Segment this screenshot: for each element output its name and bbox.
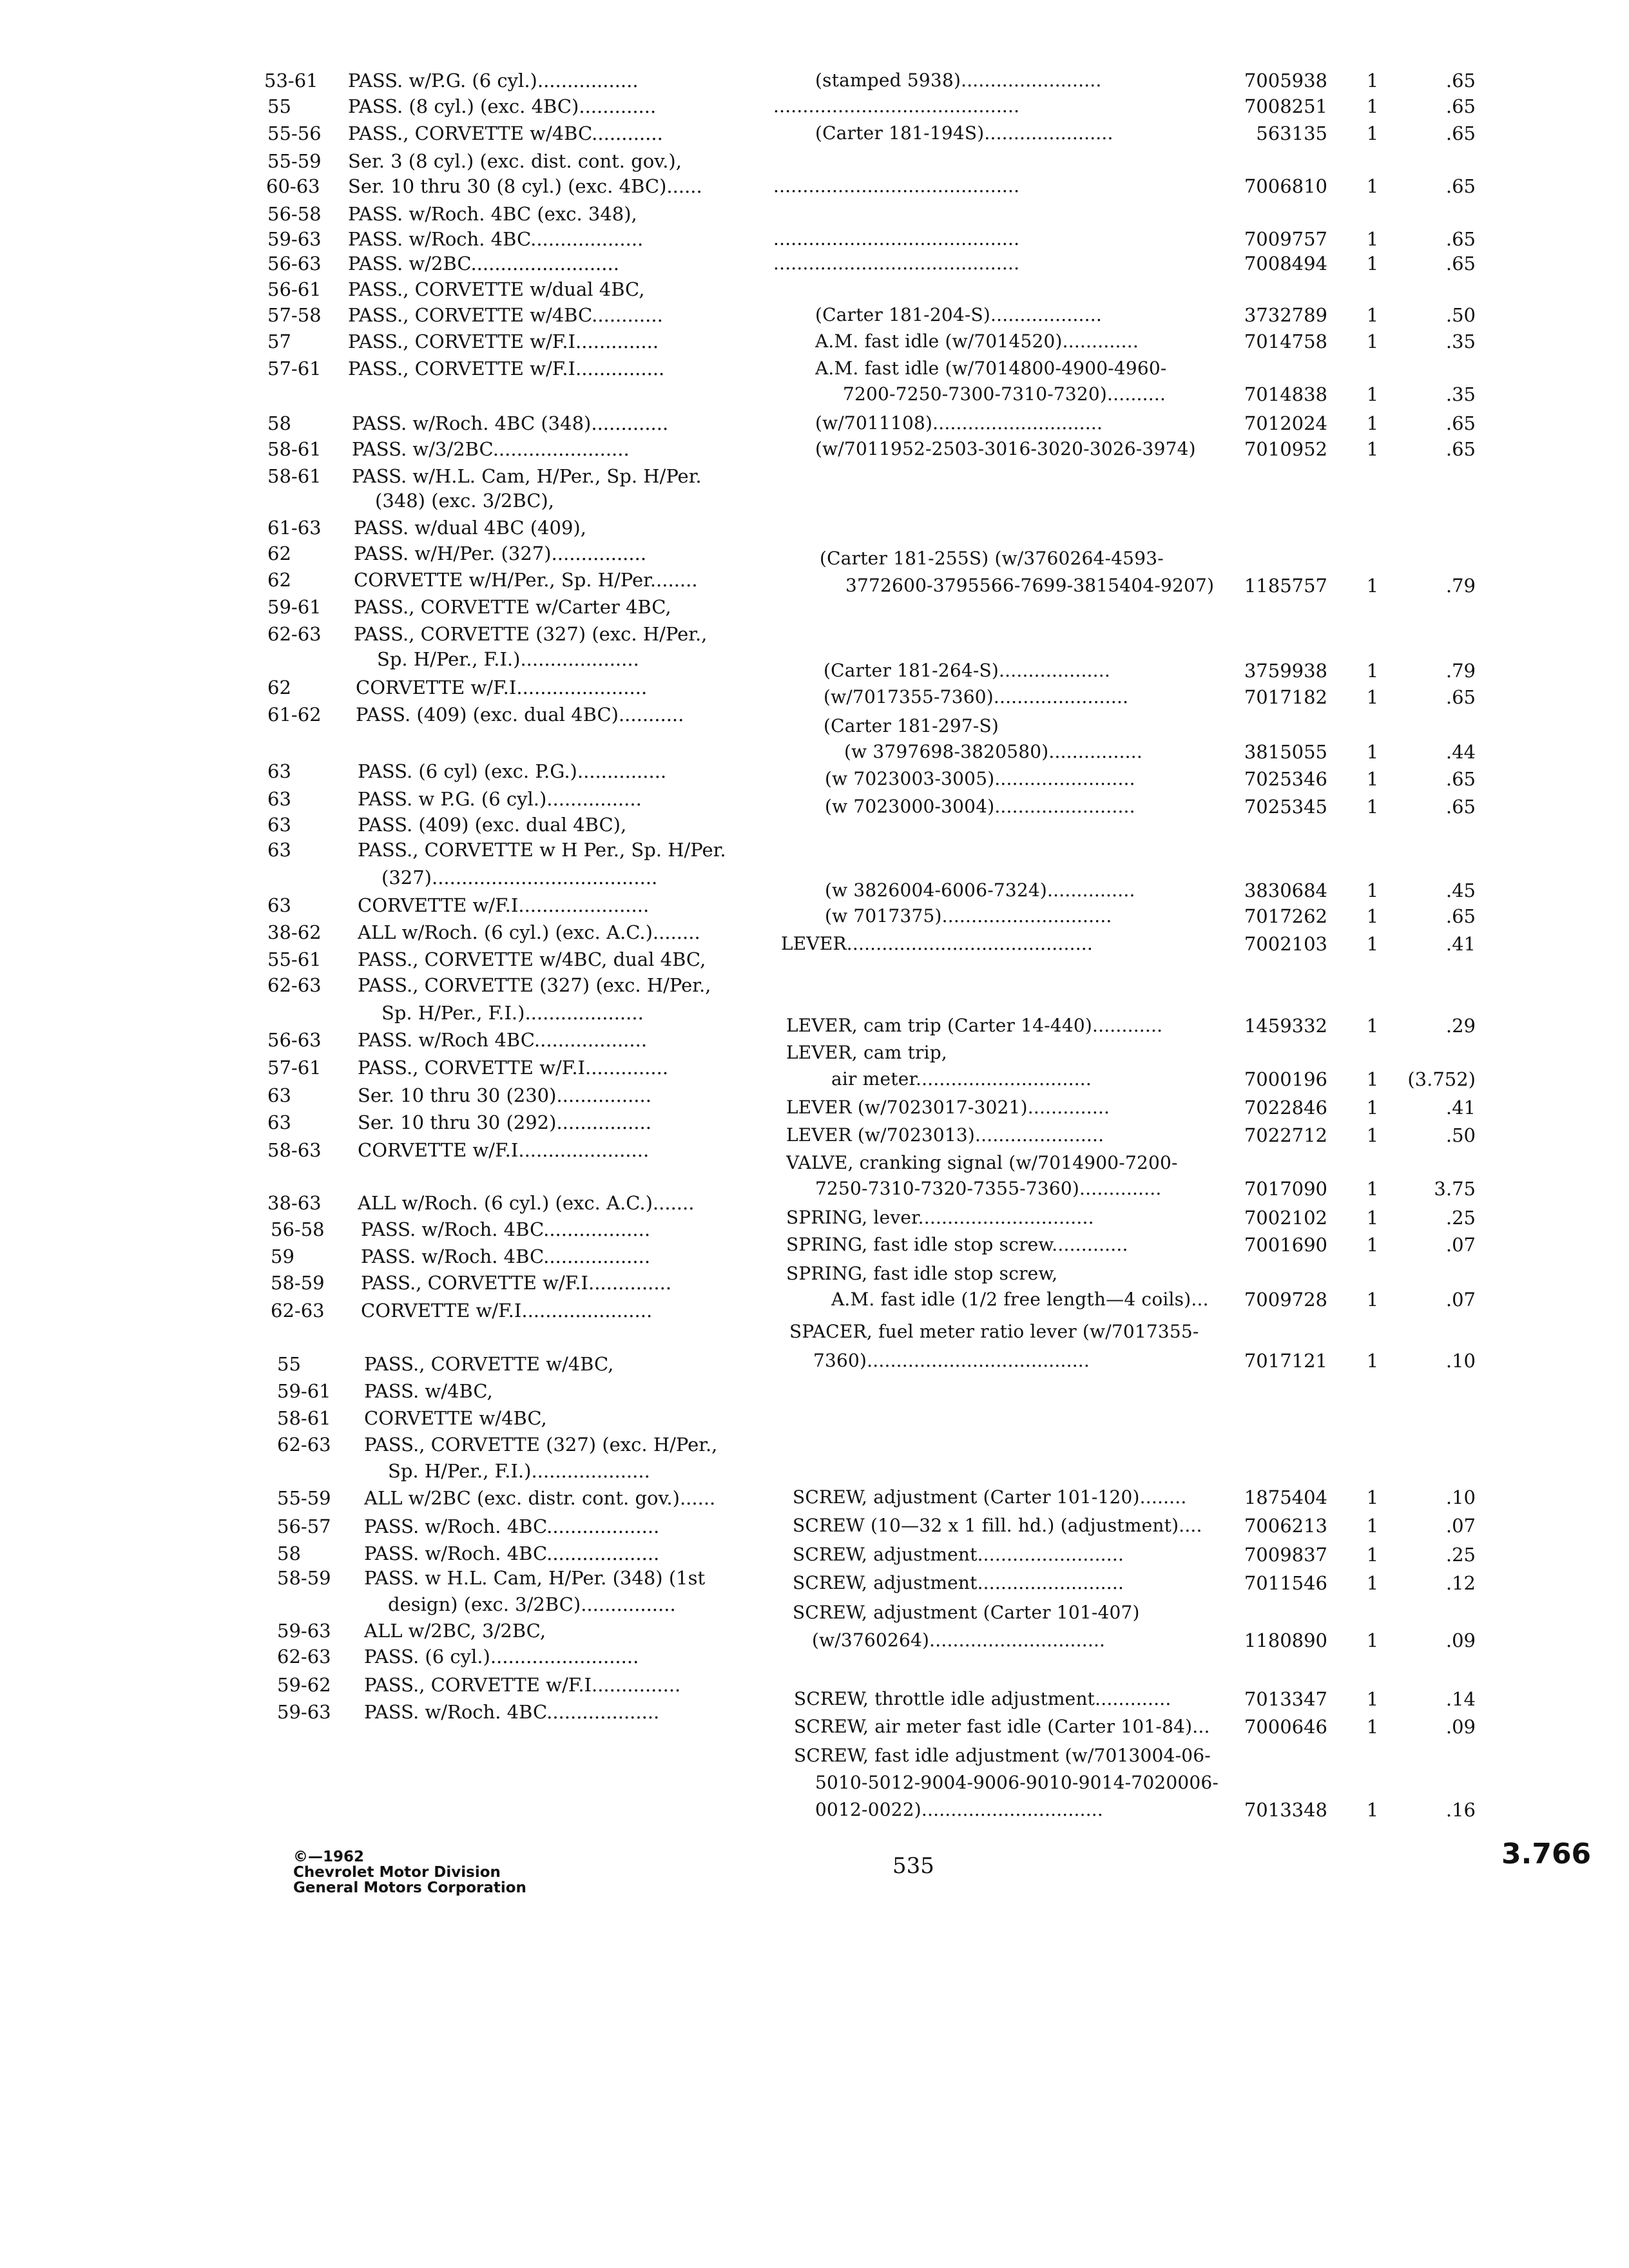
part-number: 7009837 bbox=[1244, 1544, 1327, 1566]
part-number: 7008494 bbox=[1244, 253, 1327, 274]
price: .35 bbox=[1445, 383, 1476, 405]
part-description: 5010-5012-9004-9006-9010-9014-7020006- bbox=[815, 1772, 1219, 1793]
application-text: CORVETTE w/H/Per., Sp. H/Per........ bbox=[354, 569, 698, 591]
application-text: Ser. 10 thru 30 (230)................ bbox=[358, 1084, 651, 1106]
model-year: 62-63 bbox=[277, 1434, 331, 1456]
model-year: 62 bbox=[267, 569, 291, 591]
model-year: 55-61 bbox=[267, 948, 322, 970]
price: .35 bbox=[1445, 331, 1476, 352]
part-description: SPACER, fuel meter ratio lever (w/7017355- bbox=[789, 1321, 1199, 1342]
quantity: 1 bbox=[1366, 879, 1379, 901]
application-text: PASS. w/P.G. (6 cyl.)................. bbox=[348, 70, 639, 91]
quantity: 1 bbox=[1366, 660, 1379, 682]
application-text: PASS. w/Roch. 4BC................... bbox=[364, 1542, 660, 1564]
model-year: 59-63 bbox=[277, 1701, 331, 1723]
quantity: 1 bbox=[1366, 304, 1379, 326]
part-number: 1875404 bbox=[1244, 1486, 1327, 1508]
price: .44 bbox=[1445, 741, 1476, 763]
part-description: LEVER, cam trip (Carter 14-440)............ bbox=[786, 1015, 1163, 1036]
quantity: 1 bbox=[1366, 1486, 1379, 1508]
application-text: PASS. w/Roch. 4BC (exc. 348), bbox=[348, 203, 637, 225]
application-text: PASS., CORVETTE w/F.I.............. bbox=[348, 331, 659, 352]
quantity: 1 bbox=[1366, 1515, 1379, 1537]
price: .50 bbox=[1445, 304, 1476, 326]
part-description: SPRING, fast idle stop screw............. bbox=[786, 1234, 1128, 1255]
quantity: 1 bbox=[1366, 1799, 1379, 1821]
part-description: 0012-0022)............................... bbox=[815, 1799, 1104, 1820]
application-text: Sp. H/Per., F.I.).................... bbox=[388, 1460, 650, 1482]
model-year: 55 bbox=[277, 1353, 301, 1375]
part-number: 7002103 bbox=[1244, 933, 1327, 955]
application-text: PASS. w/Roch. 4BC.................. bbox=[361, 1245, 651, 1267]
price: .79 bbox=[1445, 660, 1476, 682]
part-description: LEVER (w/7023017-3021).............. bbox=[786, 1097, 1110, 1118]
application-text: Ser. 10 thru 30 (8 cyl.) (exc. 4BC)...... bbox=[348, 175, 702, 197]
price: .41 bbox=[1445, 1097, 1476, 1119]
part-description: (w/7011952-2503-3016-3020-3026-3974) bbox=[815, 438, 1196, 459]
model-year: 63 bbox=[267, 894, 291, 916]
price: .65 bbox=[1445, 905, 1476, 927]
application-text: PASS., CORVETTE w/4BC............ bbox=[348, 122, 663, 144]
part-number: 7012024 bbox=[1244, 412, 1327, 434]
part-description: LEVER.......................................... bbox=[781, 933, 1093, 954]
application-text: (348) (exc. 3/2BC), bbox=[375, 490, 554, 512]
price: .10 bbox=[1445, 1350, 1476, 1372]
model-year: 58 bbox=[267, 412, 291, 434]
application-text: PASS. w/4BC, bbox=[364, 1380, 493, 1402]
part-number: 7025346 bbox=[1244, 768, 1327, 790]
part-description: (w/7017355-7360)....................... bbox=[824, 686, 1129, 707]
copyright-year: ©—1962 bbox=[293, 1849, 365, 1865]
model-year: 38-63 bbox=[267, 1192, 322, 1214]
price: .79 bbox=[1445, 575, 1476, 597]
price: .09 bbox=[1445, 1716, 1476, 1738]
application-text: PASS. w/Roch 4BC................... bbox=[358, 1029, 648, 1051]
part-description: (w 3797698-3820580)................ bbox=[844, 741, 1142, 762]
model-year: 58-61 bbox=[267, 465, 322, 487]
quantity: 1 bbox=[1366, 331, 1379, 352]
part-number: 7001690 bbox=[1244, 1234, 1327, 1256]
application-text: PASS., CORVETTE w/4BC............ bbox=[348, 304, 663, 326]
quantity: 1 bbox=[1366, 1688, 1379, 1710]
part-number: 3815055 bbox=[1244, 741, 1327, 763]
part-description: (Carter 181-264-S)................... bbox=[824, 660, 1110, 681]
application-text: CORVETTE w/F.I...................... bbox=[358, 894, 650, 916]
application-text: PASS. w/dual 4BC (409), bbox=[354, 517, 586, 539]
model-year: 63 bbox=[267, 1084, 291, 1106]
model-year: 61-62 bbox=[267, 704, 322, 726]
application-text: ALL w/2BC (exc. distr. cont. gov.)...... bbox=[364, 1487, 716, 1509]
application-text: PASS., CORVETTE w/dual 4BC, bbox=[348, 278, 645, 300]
application-text: PASS., CORVETTE w/Carter 4BC, bbox=[354, 596, 671, 618]
price: .12 bbox=[1445, 1572, 1476, 1594]
section-number: 3.766 bbox=[1501, 1838, 1592, 1870]
price: .45 bbox=[1445, 879, 1476, 901]
part-description: SCREW, adjustment......................... bbox=[793, 1572, 1124, 1593]
part-number: 563135 bbox=[1256, 122, 1327, 144]
quantity: 1 bbox=[1366, 575, 1379, 597]
part-description: SCREW (10—32 x 1 fill. hd.) (adjustment).... bbox=[793, 1515, 1202, 1536]
part-description: SCREW, adjustment......................... bbox=[793, 1544, 1124, 1565]
part-description: SPRING, lever.............................. bbox=[786, 1207, 1094, 1228]
application-text: PASS., CORVETTE w/F.I............... bbox=[364, 1674, 681, 1696]
quantity: 1 bbox=[1366, 70, 1379, 91]
price: .25 bbox=[1445, 1544, 1476, 1566]
price: .65 bbox=[1445, 768, 1476, 790]
price: .07 bbox=[1445, 1515, 1476, 1537]
application-text: ALL w/2BC, 3/2BC, bbox=[364, 1620, 546, 1642]
part-number: 7022846 bbox=[1244, 1097, 1327, 1119]
application-text: Ser. 10 thru 30 (292)................ bbox=[358, 1111, 651, 1133]
application-text: PASS., CORVETTE (327) (exc. H/Per., bbox=[358, 974, 711, 996]
part-description: SCREW, adjustment (Carter 101-407) bbox=[793, 1602, 1140, 1623]
part-description: 7200-7250-7300-7310-7320).......... bbox=[843, 383, 1166, 405]
model-year: 38-62 bbox=[267, 921, 322, 943]
price: .65 bbox=[1445, 253, 1476, 274]
model-year: 56-58 bbox=[267, 203, 322, 225]
part-description: LEVER, cam trip, bbox=[786, 1042, 948, 1063]
part-description: (Carter 181-194S)...................... bbox=[815, 122, 1113, 144]
part-description: 7250-7310-7320-7355-7360).............. bbox=[815, 1178, 1162, 1199]
part-description: SCREW, air meter fast idle (Carter 101-84)... bbox=[794, 1716, 1210, 1737]
application-text: PASS. w/H.L. Cam, H/Per., Sp. H/Per. bbox=[352, 465, 702, 487]
application-text: PASS. w/H/Per. (327)................ bbox=[354, 543, 647, 564]
model-year: 57-61 bbox=[267, 358, 322, 380]
part-description: 7360)...................................... bbox=[813, 1350, 1090, 1371]
part-number: 7000196 bbox=[1244, 1068, 1327, 1090]
model-year: 56-63 bbox=[267, 253, 322, 274]
quantity: 1 bbox=[1366, 412, 1379, 434]
model-year: 57-61 bbox=[267, 1057, 322, 1079]
part-description: .......................................... bbox=[773, 175, 1020, 197]
application-text: CORVETTE w/4BC, bbox=[364, 1407, 547, 1429]
model-year: 62-63 bbox=[277, 1646, 331, 1667]
part-description: (Carter 181-204-S)................... bbox=[815, 304, 1102, 325]
model-year: 56-57 bbox=[277, 1515, 331, 1537]
price: .50 bbox=[1445, 1124, 1476, 1146]
application-text: PASS. (6 cyl) (exc. P.G.)............... bbox=[358, 760, 667, 782]
part-description: .......................................... bbox=[773, 253, 1020, 274]
price: .65 bbox=[1445, 438, 1476, 460]
model-year: 62 bbox=[267, 543, 291, 564]
model-year: 55-59 bbox=[267, 150, 322, 172]
part-description: SCREW, fast idle adjustment (w/7013004-06- bbox=[794, 1745, 1211, 1766]
price: .65 bbox=[1445, 70, 1476, 91]
model-year: 55 bbox=[267, 95, 291, 117]
part-description: .......................................... bbox=[773, 228, 1020, 249]
model-year: 55-56 bbox=[267, 122, 322, 144]
price: .16 bbox=[1445, 1799, 1476, 1821]
application-text: PASS. w H.L. Cam, H/Per. (348) (1st bbox=[364, 1567, 706, 1589]
price: .65 bbox=[1445, 228, 1476, 250]
part-number: 7013347 bbox=[1244, 1688, 1327, 1710]
model-year: 63 bbox=[267, 788, 291, 810]
part-number: 7005938 bbox=[1244, 70, 1327, 91]
model-year: 62 bbox=[267, 677, 291, 698]
application-text: PASS., CORVETTE w H Per., Sp. H/Per. bbox=[358, 839, 726, 861]
model-year: 63 bbox=[267, 1111, 291, 1133]
application-text: PASS. w P.G. (6 cyl.)................ bbox=[358, 788, 642, 810]
model-year: 58-59 bbox=[277, 1567, 331, 1589]
model-year: 58-59 bbox=[271, 1272, 325, 1294]
quantity: 1 bbox=[1366, 768, 1379, 790]
model-year: 56-63 bbox=[267, 1029, 322, 1051]
application-text: PASS., CORVETTE w/F.I............... bbox=[348, 358, 665, 380]
price: .65 bbox=[1445, 122, 1476, 144]
part-number: 3759938 bbox=[1244, 660, 1327, 682]
part-description: (w/7011108)............................. bbox=[815, 412, 1103, 434]
model-year: 59-61 bbox=[277, 1380, 331, 1402]
quantity: 1 bbox=[1366, 1207, 1379, 1229]
application-text: Ser. 3 (8 cyl.) (exc. dist. cont. gov.), bbox=[348, 150, 682, 172]
page-number: 535 bbox=[892, 1853, 934, 1879]
application-text: PASS. w/Roch. 4BC................... bbox=[348, 228, 644, 250]
application-text: (327)...................................... bbox=[381, 867, 658, 889]
price: .14 bbox=[1445, 1688, 1476, 1710]
part-number: 7017121 bbox=[1244, 1350, 1327, 1372]
application-text: PASS., CORVETTE w/F.I.............. bbox=[358, 1057, 669, 1079]
model-year: 58-61 bbox=[277, 1407, 331, 1429]
part-description: 3772600-3795566-7699-3815404-9207) bbox=[845, 575, 1215, 596]
part-description: (w 7023000-3004)........................ bbox=[825, 796, 1135, 817]
model-year: 58 bbox=[277, 1542, 301, 1564]
price: .29 bbox=[1445, 1015, 1476, 1037]
model-year: 60-63 bbox=[266, 175, 320, 197]
part-number: 7022712 bbox=[1244, 1124, 1327, 1146]
model-year: 58-61 bbox=[267, 438, 322, 460]
application-text: PASS. w/Roch. 4BC................... bbox=[364, 1701, 660, 1723]
application-text: CORVETTE w/F.I...................... bbox=[361, 1300, 653, 1321]
model-year: 59-61 bbox=[267, 596, 322, 618]
part-number: 7006213 bbox=[1244, 1515, 1327, 1537]
part-number: 7017262 bbox=[1244, 905, 1327, 927]
application-text: Sp. H/Per., F.I.).................... bbox=[377, 648, 639, 670]
quantity: 1 bbox=[1366, 933, 1379, 955]
part-description: SCREW, adjustment (Carter 101-120)........ bbox=[793, 1486, 1187, 1508]
quantity: 1 bbox=[1366, 1234, 1379, 1256]
application-text: PASS. (6 cyl.)......................... bbox=[364, 1646, 639, 1667]
application-text: ALL w/Roch. (6 cyl.) (exc. A.C.)........ bbox=[358, 921, 700, 943]
copyright-corporation: General Motors Corporation bbox=[293, 1879, 526, 1896]
application-text: CORVETTE w/F.I...................... bbox=[358, 1139, 650, 1161]
part-number: 1180890 bbox=[1244, 1629, 1327, 1651]
price: .10 bbox=[1445, 1486, 1476, 1508]
part-number: 3732789 bbox=[1244, 304, 1327, 326]
application-text: PASS., CORVETTE w/4BC, dual 4BC, bbox=[358, 948, 706, 970]
application-text: PASS. w/Roch. 4BC.................. bbox=[361, 1218, 651, 1240]
price: (3.752) bbox=[1407, 1068, 1476, 1090]
application-text: ALL w/Roch. (6 cyl.) (exc. A.C.)....... bbox=[358, 1192, 695, 1214]
quantity: 1 bbox=[1366, 122, 1379, 144]
model-year: 62-63 bbox=[271, 1300, 325, 1321]
application-text: PASS., CORVETTE w/4BC, bbox=[364, 1353, 614, 1375]
part-description: (w/3760264).............................. bbox=[812, 1629, 1106, 1651]
quantity: 1 bbox=[1366, 905, 1379, 927]
model-year: 63 bbox=[267, 839, 291, 861]
price: .41 bbox=[1445, 933, 1476, 955]
quantity: 1 bbox=[1366, 1629, 1379, 1651]
model-year: 58-63 bbox=[267, 1139, 322, 1161]
model-year: 57-58 bbox=[267, 304, 322, 326]
price: .65 bbox=[1445, 412, 1476, 434]
part-description: SPRING, fast idle stop screw, bbox=[786, 1263, 1058, 1284]
part-number: 7002102 bbox=[1244, 1207, 1327, 1229]
quantity: 1 bbox=[1366, 1572, 1379, 1594]
application-text: design) (exc. 3/2BC)................ bbox=[388, 1593, 676, 1615]
quantity: 1 bbox=[1366, 1097, 1379, 1119]
quantity: 1 bbox=[1366, 1716, 1379, 1738]
price: .65 bbox=[1445, 175, 1476, 197]
part-description: (stamped 5938)........................ bbox=[815, 70, 1102, 91]
part-number: 7017090 bbox=[1244, 1178, 1327, 1200]
part-number: 7009757 bbox=[1244, 228, 1327, 250]
part-number: 7025345 bbox=[1244, 796, 1327, 818]
copyright-division: Chevrolet Motor Division bbox=[293, 1864, 501, 1881]
quantity: 1 bbox=[1366, 1124, 1379, 1146]
quantity: 1 bbox=[1366, 438, 1379, 460]
part-description: A.M. fast idle (w/7014520)............. bbox=[815, 331, 1139, 352]
model-year: 59-63 bbox=[277, 1620, 331, 1642]
application-text: PASS., CORVETTE (327) (exc. H/Per., bbox=[364, 1434, 718, 1456]
price: .25 bbox=[1445, 1207, 1476, 1229]
model-year: 62-63 bbox=[267, 974, 322, 996]
model-year: 53-61 bbox=[264, 70, 318, 91]
part-number: 3830684 bbox=[1244, 879, 1327, 901]
model-year: 63 bbox=[267, 814, 291, 836]
model-year: 59 bbox=[271, 1245, 294, 1267]
model-year: 56-61 bbox=[267, 278, 322, 300]
quantity: 1 bbox=[1366, 741, 1379, 763]
quantity: 1 bbox=[1366, 1015, 1379, 1037]
application-text: Sp. H/Per., F.I.).................... bbox=[381, 1002, 644, 1024]
part-description: SCREW, throttle idle adjustment............. bbox=[794, 1688, 1171, 1709]
part-description: (w 7017375)............................. bbox=[825, 905, 1112, 927]
model-year: 61-63 bbox=[267, 517, 322, 539]
part-description: (Carter 181-297-S) bbox=[824, 715, 999, 736]
quantity: 1 bbox=[1366, 1178, 1379, 1200]
price: 3.75 bbox=[1434, 1178, 1476, 1200]
model-year: 57 bbox=[267, 331, 291, 352]
part-number: 7017182 bbox=[1244, 686, 1327, 708]
part-description: (Carter 181-255S) (w/3760264-4593- bbox=[820, 548, 1164, 569]
part-number: 7000646 bbox=[1244, 1716, 1327, 1738]
price: .65 bbox=[1445, 95, 1476, 117]
part-description: A.M. fast idle (1/2 free length—4 coils)... bbox=[831, 1289, 1209, 1310]
part-number: 7008251 bbox=[1244, 95, 1327, 117]
price: .65 bbox=[1445, 686, 1476, 708]
model-year: 56-58 bbox=[271, 1218, 325, 1240]
part-number: 7011546 bbox=[1244, 1572, 1327, 1594]
part-description: air meter.............................. bbox=[831, 1068, 1092, 1090]
quantity: 1 bbox=[1366, 253, 1379, 274]
part-number: 7010952 bbox=[1244, 438, 1327, 460]
quantity: 1 bbox=[1366, 1068, 1379, 1090]
price: .65 bbox=[1445, 796, 1476, 818]
quantity: 1 bbox=[1366, 228, 1379, 250]
part-description: LEVER (w/7023013)...................... bbox=[786, 1124, 1104, 1146]
application-text: PASS. (8 cyl.) (exc. 4BC)............. bbox=[348, 95, 657, 117]
part-number: 7014838 bbox=[1244, 383, 1327, 405]
application-text: PASS., CORVETTE (327) (exc. H/Per., bbox=[354, 623, 708, 645]
quantity: 1 bbox=[1366, 383, 1379, 405]
application-text: PASS. w/Roch. 4BC................... bbox=[364, 1515, 660, 1537]
model-year: 63 bbox=[267, 760, 291, 782]
application-text: CORVETTE w/F.I...................... bbox=[356, 677, 648, 698]
part-number: 1185757 bbox=[1244, 575, 1327, 597]
model-year: 55-59 bbox=[277, 1487, 331, 1509]
quantity: 1 bbox=[1366, 175, 1379, 197]
part-description: .......................................... bbox=[773, 95, 1020, 117]
part-number: 7006810 bbox=[1244, 175, 1327, 197]
application-text: PASS. (409) (exc. dual 4BC)........... bbox=[356, 704, 684, 726]
application-text: PASS., CORVETTE w/F.I.............. bbox=[361, 1272, 672, 1294]
part-description: A.M. fast idle (w/7014800-4900-4960- bbox=[815, 358, 1167, 379]
quantity: 1 bbox=[1366, 1289, 1379, 1311]
application-text: PASS. w/2BC......................... bbox=[348, 253, 619, 274]
model-year: 59-62 bbox=[277, 1674, 331, 1696]
quantity: 1 bbox=[1366, 1544, 1379, 1566]
part-number: 7009728 bbox=[1244, 1289, 1327, 1311]
part-description: VALVE, cranking signal (w/7014900-7200- bbox=[786, 1152, 1178, 1173]
price: .07 bbox=[1445, 1234, 1476, 1256]
part-number: 7013348 bbox=[1244, 1799, 1327, 1821]
quantity: 1 bbox=[1366, 686, 1379, 708]
price: .09 bbox=[1445, 1629, 1476, 1651]
model-year: 62-63 bbox=[267, 623, 322, 645]
quantity: 1 bbox=[1366, 796, 1379, 818]
application-text: PASS. (409) (exc. dual 4BC), bbox=[358, 814, 627, 836]
copyright-notice bbox=[293, 1849, 526, 1896]
part-number: 7014758 bbox=[1244, 331, 1327, 352]
quantity: 1 bbox=[1366, 1350, 1379, 1372]
price: .07 bbox=[1445, 1289, 1476, 1311]
part-description: (w 7023003-3005)........................ bbox=[825, 768, 1135, 789]
part-number: 1459332 bbox=[1244, 1015, 1327, 1037]
application-text: PASS. w/Roch. 4BC (348)............. bbox=[352, 412, 669, 434]
application-text: PASS. w/3/2BC....................... bbox=[352, 438, 630, 460]
quantity: 1 bbox=[1366, 95, 1379, 117]
model-year: 59-63 bbox=[267, 228, 322, 250]
part-description: (w 3826004-6006-7324)............... bbox=[825, 879, 1135, 901]
